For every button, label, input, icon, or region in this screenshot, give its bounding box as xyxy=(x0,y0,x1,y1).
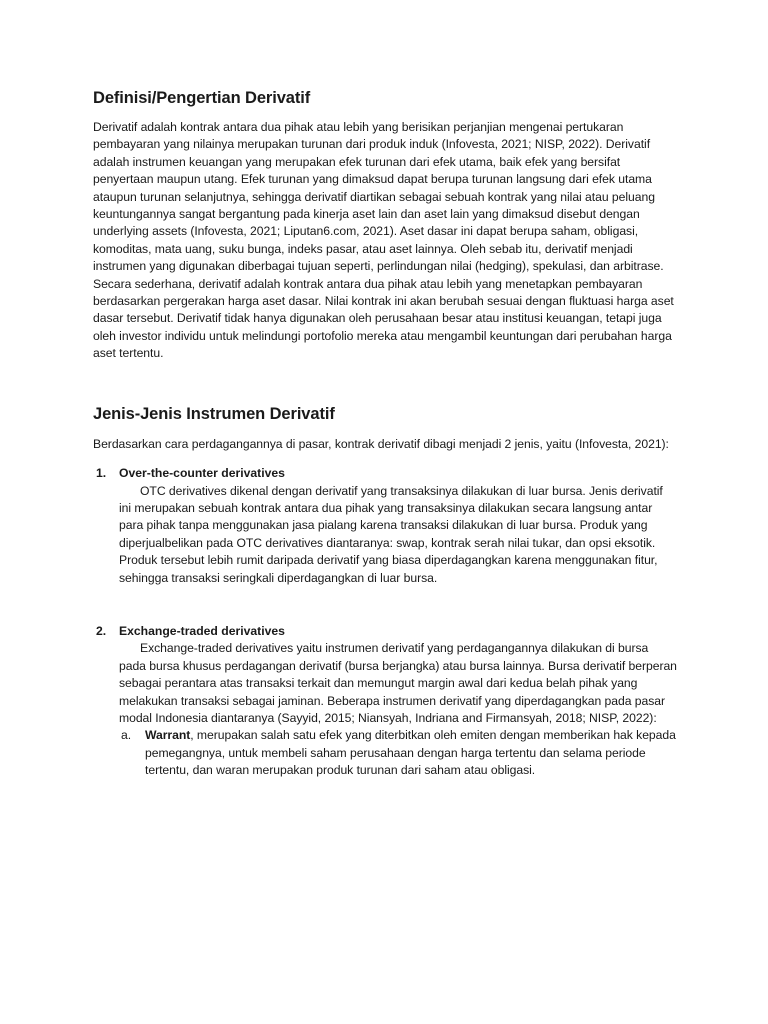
sub-list-item xyxy=(119,727,678,779)
sub-list-item-letter: a. xyxy=(121,728,132,743)
section-heading-definition: Definisi/Pengertian Derivatif xyxy=(93,89,311,107)
list-item-body: OTC derivatives dikenal dengan derivatif yang transaksinya dilakukan di luar bursa. Jenis derivatif ini merupakan sebuah kontrak antara dua pihak yang transaksinya dilakukan secara langsung antar para pihak tanpa menggunakan jasa pialang karena transaksi dilakukan di luar bursa. Produk yang diperjualbelikan pada OTC derivatives diantaranya: swap, kontrak serah nilai tukar, dan opsi eksotik. Produk tersebut lebih rumit daripada derivatif yang biasa diperdagangkan karena menggunakan fitur, sehingga transaksi seringkali diperdagangkan di luar bursa. xyxy=(119,483,663,585)
sub-list-item-description: , merupakan salah satu efek yang diterbitkan oleh emiten dengan memberikan hak kepada pemegangnya, untuk membeli saham perusahaan dengan harga tertentu dan selama periode tertentu, dan waran merupakan produk turunan dari saham atau obligasi. xyxy=(145,728,676,778)
sub-list-item-text xyxy=(145,727,678,779)
list-item-number: 1. xyxy=(96,466,107,481)
definition-paragraph-2: Secara sederhana, derivatif adalah kontrak antara dua pihak atau lebih yang menetapkan pembayaran berdasarkan pergerakan harga aset dasar. Nilai kontrak ini akan berubah sesuai dengan fluktuasi harga aset dasar tersebut. Derivatif tidak hanya digunakan oleh perusahaan besar atau institusi keuangan, tetapi juga oleh investor individu untuk melindungi portofolio mereka atau mengambil keuntungan dari perubahan harga aset tertentu. xyxy=(93,276,674,361)
list-item xyxy=(93,623,678,780)
derivative-types-list xyxy=(93,465,678,780)
types-intro-paragraph: Berdasarkan cara perdagangannya di pasar, kontrak derivatif dibagi menjadi 2 jenis, yaitu (Infovesta, 2021): xyxy=(93,436,669,451)
list-item-body: Exchange-traded derivatives yaitu instrumen derivatif yang perdagangannya dilakukan di bursa pada bursa khusus perdagangan derivatif (bursa berjangka) atau bursa lainnya. Bursa derivatif berperan sebagai perantara atas transaksi terkait dan memungut margin awal dari kedua belah pihak yang melakukan transaksi sebagai jaminan. Beberapa instrumen derivatif yang diperdagangkan pada pasar modal Indonesia diantaranya (Sayyid, 2015; Niansyah, Indriana and Firmansyah, 2018; NISP, 2022): xyxy=(119,641,677,725)
list-item-number: 2. xyxy=(96,623,107,638)
document-body xyxy=(93,86,678,780)
definition-paragraph-1: Derivatif adalah kontrak antara dua pihak atau lebih yang berisikan perjanjian mengenai pertukaran pembayaran yang nilainya merupakan turunan dari produk induk (Infovesta, 2021; NISP, 2022). Derivatif adalah instrumen keuangan yang merupakan efek turunan dari efek utama, baik efek yang bersifat penyertaan maupun utang. Efek turunan yang dimaksud dapat berupa turunan langsung dari efek utama ataupun turunan selanjutnya, sehingga derivatif diartikan sebagai sebuah kontrak yang nilai atau peluang keuntungannya sangat bergantung pada kinerja aset lain dan aset lain yang dimaksud disebut dengan underlying assets (Infovesta, 2021; Liputan6.com, 2021). Aset dasar ini dapat berupa saham, obligasi, komoditas, mata uang, suku bunga, indeks pasar, atau aset lainnya. Oleh sebab itu, derivatif menjadi instrumen yang digunakan diberbagai tujuan seperti, perlindungan nilai (hedging), spekulasi, dan arbitrase. xyxy=(93,120,664,274)
list-item-title: Exchange-traded derivatives xyxy=(119,623,285,638)
list-item xyxy=(93,465,678,587)
list-item-title: Over-the-counter derivatives xyxy=(119,466,285,481)
section-heading-types: Jenis-Jenis Instrumen Derivatif xyxy=(93,404,335,423)
sub-list-item-term: Warrant xyxy=(145,728,191,743)
